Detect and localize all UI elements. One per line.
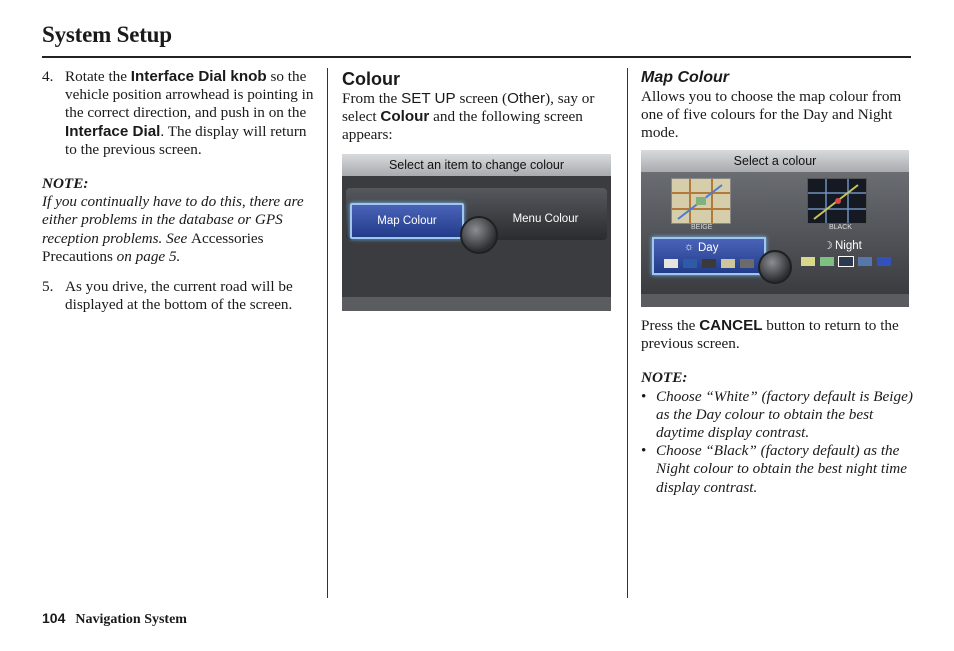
interface-dial-graphic-2 xyxy=(758,250,792,284)
night-button[interactable] xyxy=(791,237,897,271)
day-swatch-3[interactable] xyxy=(702,259,716,268)
column-divider-1 xyxy=(327,68,328,598)
night-label: Night xyxy=(835,240,862,252)
beige-map-graphic xyxy=(672,179,730,223)
page-title: System Setup xyxy=(42,22,172,47)
night-swatch-5[interactable] xyxy=(877,257,891,266)
map-colour-label: Map Colour xyxy=(377,215,437,227)
step-4-text-3: . The display will return to the previous screen. xyxy=(65,122,307,158)
bullet-dot-icon: • xyxy=(641,387,647,405)
map-colour-heading: Map Colour xyxy=(641,69,729,86)
night-swatch-2[interactable] xyxy=(820,257,834,266)
day-label: Day xyxy=(698,242,719,254)
black-map-thumbnail[interactable] xyxy=(807,178,867,224)
note-text-1: If you continually have to do this, there are either problems in the database or GPS reception problems. See xyxy=(42,193,304,247)
bullet-dot-icon: • xyxy=(641,442,647,460)
map-colour-screen xyxy=(641,150,909,307)
beige-label: BEIGE xyxy=(691,224,713,231)
day-button[interactable] xyxy=(652,237,766,275)
note-text-2: on page 5. xyxy=(112,247,181,265)
column-middle xyxy=(342,68,612,145)
colour-text-4: and the following screen appears: xyxy=(342,108,583,144)
colour-text-1: From the xyxy=(342,90,402,107)
cancel-text-2: button to return to the previous screen. xyxy=(641,317,899,353)
colour-heading: Colour xyxy=(342,69,400,89)
note-reference: Accessories Precautions xyxy=(42,229,264,265)
column-right xyxy=(641,68,913,143)
map-colour-screen-title: Select a colour xyxy=(641,150,909,172)
note-bullet-1-text: Choose “White” (factory default is Beige) as the Day colour to obtain the best daytime display contrast. xyxy=(656,387,913,442)
menu-colour-button[interactable] xyxy=(498,206,593,232)
page-number: 104 xyxy=(42,610,66,626)
moon-icon: ☽ xyxy=(823,240,833,252)
note-title-right: NOTE: xyxy=(641,369,688,387)
other-term: Other xyxy=(507,90,546,107)
day-swatch-2[interactable] xyxy=(683,259,697,268)
cancel-instruction xyxy=(641,317,913,353)
footer-section: Navigation System xyxy=(75,612,187,627)
step-4 xyxy=(42,68,314,159)
colour-intro xyxy=(342,90,612,145)
note-bullet-2-text: Choose “Black” (factory default) as the Night colour to obtain the best night time display contrast. xyxy=(656,442,908,496)
step-4-number: 4. xyxy=(42,68,54,85)
day-swatch-4[interactable] xyxy=(721,259,735,268)
map-colour-intro: Allows you to choose the map colour from one of five colours for the Day and Night mode. xyxy=(641,88,902,142)
step-5-text: As you drive, the current road will be displayed at the bottom of the screen. xyxy=(65,278,293,314)
colour-screen-title: Select an item to change colour xyxy=(342,154,611,176)
colour-screen-footer xyxy=(342,297,611,311)
interface-dial-graphic xyxy=(460,216,498,254)
interface-dial-knob-term: Interface Dial knob xyxy=(130,68,267,85)
colour-text-3: ), say or select xyxy=(342,90,595,126)
black-map-graphic xyxy=(808,179,866,223)
set-up-term: SET UP xyxy=(401,90,456,107)
note-title: NOTE: xyxy=(42,175,89,193)
cancel-term: CANCEL xyxy=(699,317,763,334)
header-rule xyxy=(42,56,911,58)
note-body xyxy=(42,193,314,266)
column-right-lower xyxy=(641,317,913,497)
colour-term: Colour xyxy=(380,108,430,126)
page-footer xyxy=(42,610,187,628)
black-label: BLACK xyxy=(829,224,852,231)
colour-screen xyxy=(342,154,611,311)
step-4-text-2: so the vehicle position arrowhead is pointing in the correct direction, and push in on the xyxy=(65,68,314,122)
map-colour-button[interactable] xyxy=(350,203,464,239)
step-5-number: 5. xyxy=(42,278,54,296)
step-5 xyxy=(42,278,314,314)
step-4-text-1: Rotate the xyxy=(65,68,131,85)
night-swatch-4[interactable] xyxy=(858,257,872,266)
column-left xyxy=(42,68,314,314)
note-bullet-1 xyxy=(641,388,913,443)
map-colour-screen-footer xyxy=(641,294,909,307)
column-divider-2 xyxy=(627,68,628,598)
day-swatch-5[interactable] xyxy=(740,259,754,268)
sun-icon: ☼ xyxy=(684,241,695,253)
cancel-text-1: Press the xyxy=(641,317,700,334)
menu-colour-label: Menu Colour xyxy=(512,213,579,225)
colour-text-2: screen ( xyxy=(455,90,508,107)
night-swatch-3[interactable] xyxy=(839,257,853,266)
interface-dial-term: Interface Dial xyxy=(65,122,161,140)
note-bullet-2 xyxy=(641,442,913,497)
beige-map-thumbnail[interactable] xyxy=(671,178,731,224)
night-swatch-1[interactable] xyxy=(801,257,815,266)
day-swatch-1[interactable] xyxy=(664,259,678,268)
